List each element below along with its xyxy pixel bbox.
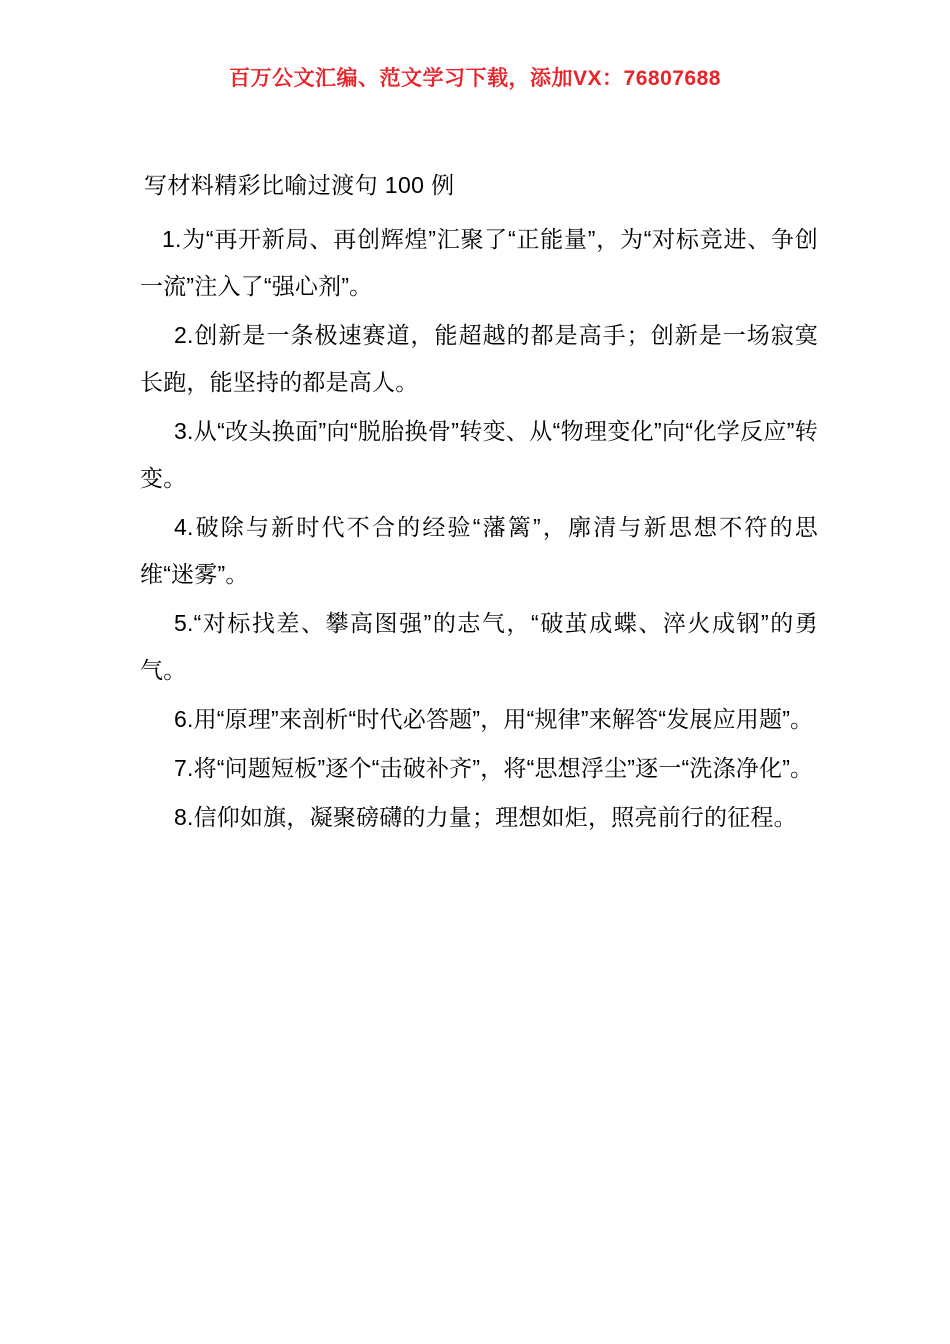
document-body xyxy=(140,168,818,843)
page-title: 写材料精彩比喻过渡句 100 例 xyxy=(144,172,455,198)
paragraph-8: 8.信仰如旗，凝聚磅礴的力量；理想如炬，照亮前行的征程。 xyxy=(174,804,797,830)
paragraph-1: 1.为“再开新局、再创辉煌”汇聚了“正能量”，为“对标竞进、争创一流”注入了“强心剂”。 xyxy=(140,226,818,299)
paragraph-2: 2.创新是一条极速赛道，能超越的都是高手；创新是一场寂寞长跑，能坚持的都是高人。 xyxy=(140,322,818,395)
paragraph-3: 3.从“改头换面”向“脱胎换骨”转变、从“物理变化”向“化学反应”转变。 xyxy=(140,418,818,491)
paragraph-7: 7.将“问题短板”逐个“击破补齐”，将“思想浮尘”逐一“洗涤净化”。 xyxy=(174,755,814,781)
paragraph-5: 5.“对标找差、攀高图强”的志气，“破茧成蝶、淬火成钢”的勇气。 xyxy=(140,610,818,683)
promo-banner: 百万公文汇编、范文学习下载，添加VX：76807688 xyxy=(229,67,721,90)
paragraph-4: 4.破除与新时代不合的经验“藩篱”，廓清与新思想不符的思维“迷雾”。 xyxy=(140,514,818,587)
paragraph-6: 6.用“原理”来剖析“时代必答题”，用“规律”来解答“发展应用题”。 xyxy=(174,706,814,732)
